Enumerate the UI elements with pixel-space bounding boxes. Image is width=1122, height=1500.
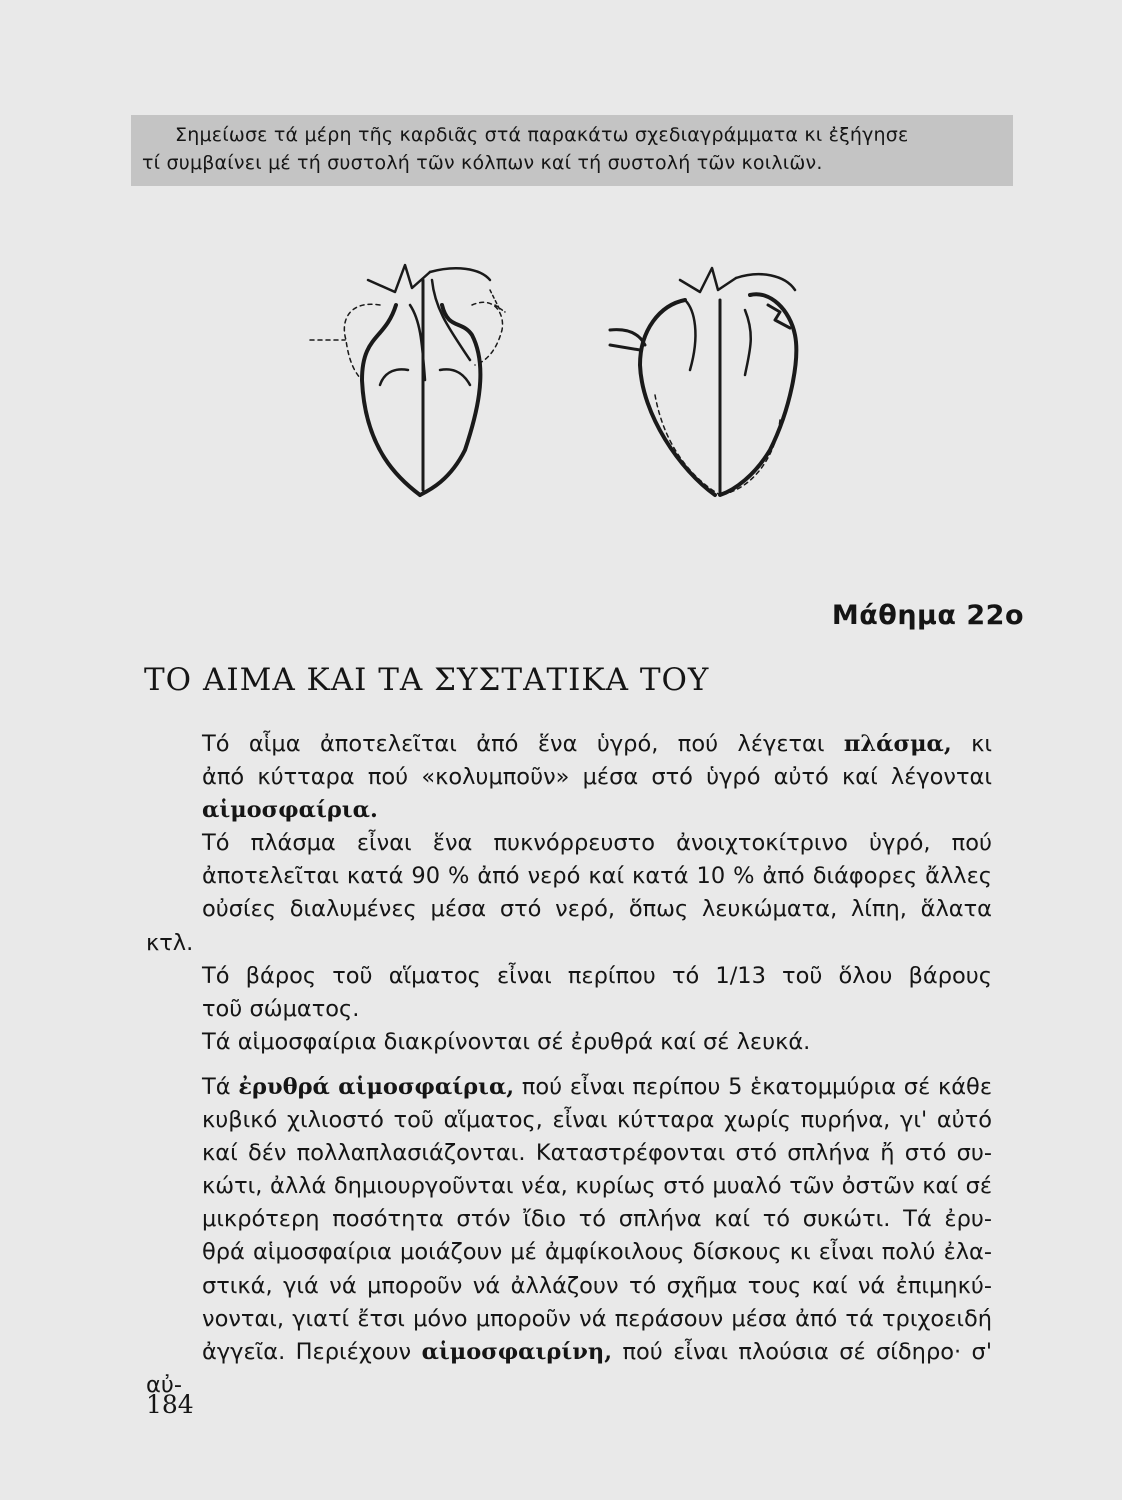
exercise-box [131,115,1013,186]
text-line: Τό πλάσμα εἶναι ἕνα πυκνόρρευστο ἀνοιχτοκίτρινο ὑγρό, πού [202,830,992,857]
text-line [146,1071,992,1104]
text-line: Τά αἱμοσφαίρια διακρίνονται σέ ἐρυθρά καί σέ λευκά. [202,1028,811,1055]
text-line: ἀπό κύτταρα πού «κολυμποῦν» μέσα στό ὑγρό αὐτό καί λέγονται [202,764,992,791]
paragraph-1 [146,728,992,827]
chapter-title: ΤΟ ΑΙΜΑ ΚΑΙ ΤΑ ΣΥΣΤΑΤΙΚΑ ΤΟΥ [144,662,710,698]
term-blood-cells: αἱμοσφαίρια. [202,797,378,824]
body-text [146,728,992,1402]
text-line: οὐσίες διαλυμένες μέσα στό νερό, ὅπως λευκώματα, λίπη, ἅλατα κτλ. [146,896,992,956]
text-line: κυβικό χιλιοστό τοῦ αἵματος, εἶναι κύτταρα χωρίς πυρήνα, γι' αὐτό [202,1107,992,1134]
heart-diagram-atrial-systole [310,265,505,495]
lesson-number: Μάθημα 22ο [831,600,1024,631]
paragraph-4 [146,1026,992,1059]
text-span: πού εἶναι πλούσια σέ σίδηρο· σ' αὐ- [146,1338,993,1398]
text-line: θρά αἱμοσφαίρια μοιάζουν μέ ἀμφίκοιλους δίσκους κι εἶναι πολύ ἐλα- [202,1239,992,1266]
text-span: κι [951,731,992,757]
text-line: νονται, γιατί ἔτσι μόνο μποροῦν νά περάσουν μέσα ἀπό τά τριχοειδή [202,1305,992,1332]
text-line [146,794,992,827]
paragraph-3 [146,960,992,1026]
term-red-blood-cells: ἐρυθρά αἱμοσφαίρια, [238,1073,515,1100]
exercise-text-line-2: τί συμβαίνει μέ τή συστολή τῶν κόλπων καί τή συστολή τῶν κοιλιῶν. [142,152,823,174]
term-hemoglobin: αἱμοσφαιρίνη, [421,1338,613,1365]
text-line: μικρότερη ποσότητα στόν ἴδιο τό σπλήνα καί τό συκώτι. Τά ἐρυ- [202,1206,992,1233]
text-line: τοῦ σώματος. [202,995,360,1022]
paragraph-2 [146,827,992,959]
heart-diagram-ventricular-systole [610,268,796,495]
text-line: ἀποτελεῖται κατά 90 % ἀπό νερό καί κατά 10 % ἀπό διάφορες ἄλλες [202,863,992,890]
term-plasma: πλάσμα, [843,731,952,757]
text-span: Τά [202,1073,239,1100]
text-span: ἀγγεῖα. Περιέχουν [202,1338,422,1365]
text-line: κώτι, ἀλλά δημιουργοῦνται νέα, κυρίως στό μυαλό τῶν ὀστῶν καί σέ [202,1173,992,1200]
text-span: πού εἶναι περίπου 5 ἑκατομμύρια σέ κάθε [514,1073,992,1100]
paragraph-5 [146,1071,992,1402]
text-line: καί δέν πολλαπλασιάζονται. Καταστρέφονται στό σπλήνα ἤ στό συ- [202,1140,992,1167]
exercise-text-line-1: Σημείωσε τά μέρη τῆς καρδιᾶς στά παρακάτω σχεδιαγράμματα κι ἐξήγησε [175,124,909,146]
text-line: στικά, γιά νά μποροῦν νά ἀλλάζουν τό σχῆμα τους καί νά ἐπιμηκύ- [202,1272,992,1299]
text-line [146,1336,992,1402]
text-span: Τό αἷμα ἀποτελεῖται ἀπό ἕνα ὑγρό, πού λέγεται [202,731,844,757]
text-line: Τό βάρος τοῦ αἵματος εἶναι περίπου τό 1/13 τοῦ ὅλου βάρους [202,962,992,989]
heart-diagrams [290,250,830,510]
text-line [146,728,992,761]
page-number: 184 [146,1390,194,1419]
